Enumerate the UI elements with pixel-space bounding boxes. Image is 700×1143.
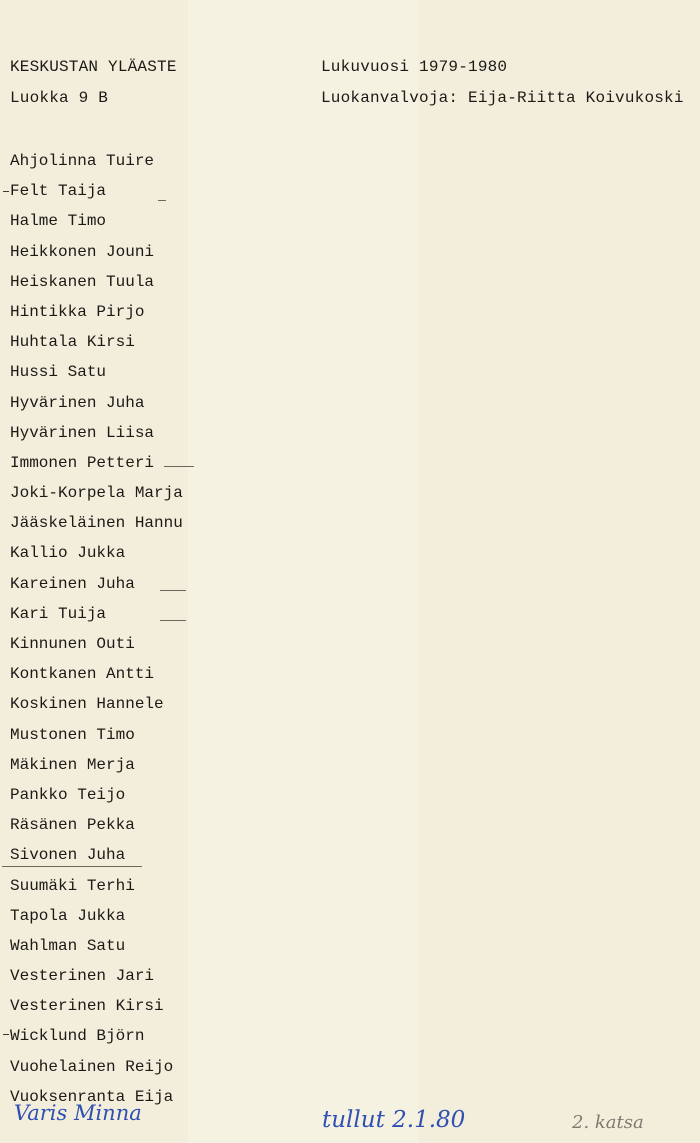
student-name: Tapola Jukka (10, 906, 126, 925)
student-name: Ahjolinna Tuire (10, 152, 155, 170)
student-list (10, 146, 183, 1112)
handwritten-date: tullut 2.1.80 (322, 1107, 466, 1133)
underline-mark (158, 200, 166, 201)
paper-strip (188, 0, 418, 1143)
student-name: Koskinen Hannele (10, 695, 164, 714)
underline-mark (160, 620, 186, 621)
student-name: Vesterinen Jari (10, 967, 155, 986)
student-name: Jääskeläinen Hannu (10, 514, 183, 533)
underline-mark (160, 590, 186, 591)
student-name: Halme Timo (10, 212, 107, 231)
student-name: Kari Tuija (10, 604, 107, 623)
handwritten-name: Varis Minna (14, 1101, 142, 1125)
student-name: Wahlman Satu (10, 936, 126, 955)
class-label: Luokka 9 B (10, 89, 109, 107)
student-name: Vesterinen Kirsi (10, 997, 164, 1016)
student-name: Felt Taija (10, 182, 107, 201)
student-name: Räsänen Pekka (10, 816, 135, 835)
margin-tick (3, 191, 9, 192)
class-teacher: Luokanvalvoja: Eija-Riitta Koivukoski (321, 89, 684, 107)
student-name: Kareinen Juha (10, 574, 135, 593)
student-name: Kallio Jukka (10, 544, 126, 563)
student-name: Vuoksenranta Eija (10, 1087, 174, 1106)
student-name: Pankko Teijo (10, 785, 126, 804)
student-name: Hintikka Pirjo (10, 302, 145, 321)
student-name: Hyvärinen Liisa (10, 423, 155, 442)
student-name: Kinnunen Outi (10, 635, 135, 653)
student-name: Mäkinen Merja (10, 755, 135, 774)
student-name: Hussi Satu (10, 363, 107, 382)
handwritten-note: 2. katsa (572, 1112, 644, 1133)
student-name: Wicklund Björn (10, 1027, 145, 1046)
student-name: Huhtala Kirsi (10, 333, 135, 352)
student-name: Mustonen Timo (10, 725, 135, 744)
student-name: Hyvärinen Juha (10, 393, 145, 412)
school-name: KESKUSTAN YLÄASTE (10, 58, 177, 76)
student-name: Heikkonen Jouni (10, 242, 155, 261)
school-year: Lukuvuosi 1979-1980 (321, 58, 508, 76)
student-name: Kontkanen Antti (10, 665, 155, 684)
underline-mark (2, 866, 142, 867)
student-name: Joki-Korpela Marja (10, 484, 183, 503)
student-name: Suumäki Terhi (10, 876, 135, 895)
student-name: Immonen Petteri (10, 453, 155, 472)
underline-mark (164, 466, 194, 467)
student-name: Vuohelainen Reijo (10, 1057, 174, 1076)
student-name: Sivonen Juha (10, 846, 126, 865)
student-name: Heiskanen Tuula (10, 272, 155, 291)
margin-tick (3, 1034, 9, 1035)
